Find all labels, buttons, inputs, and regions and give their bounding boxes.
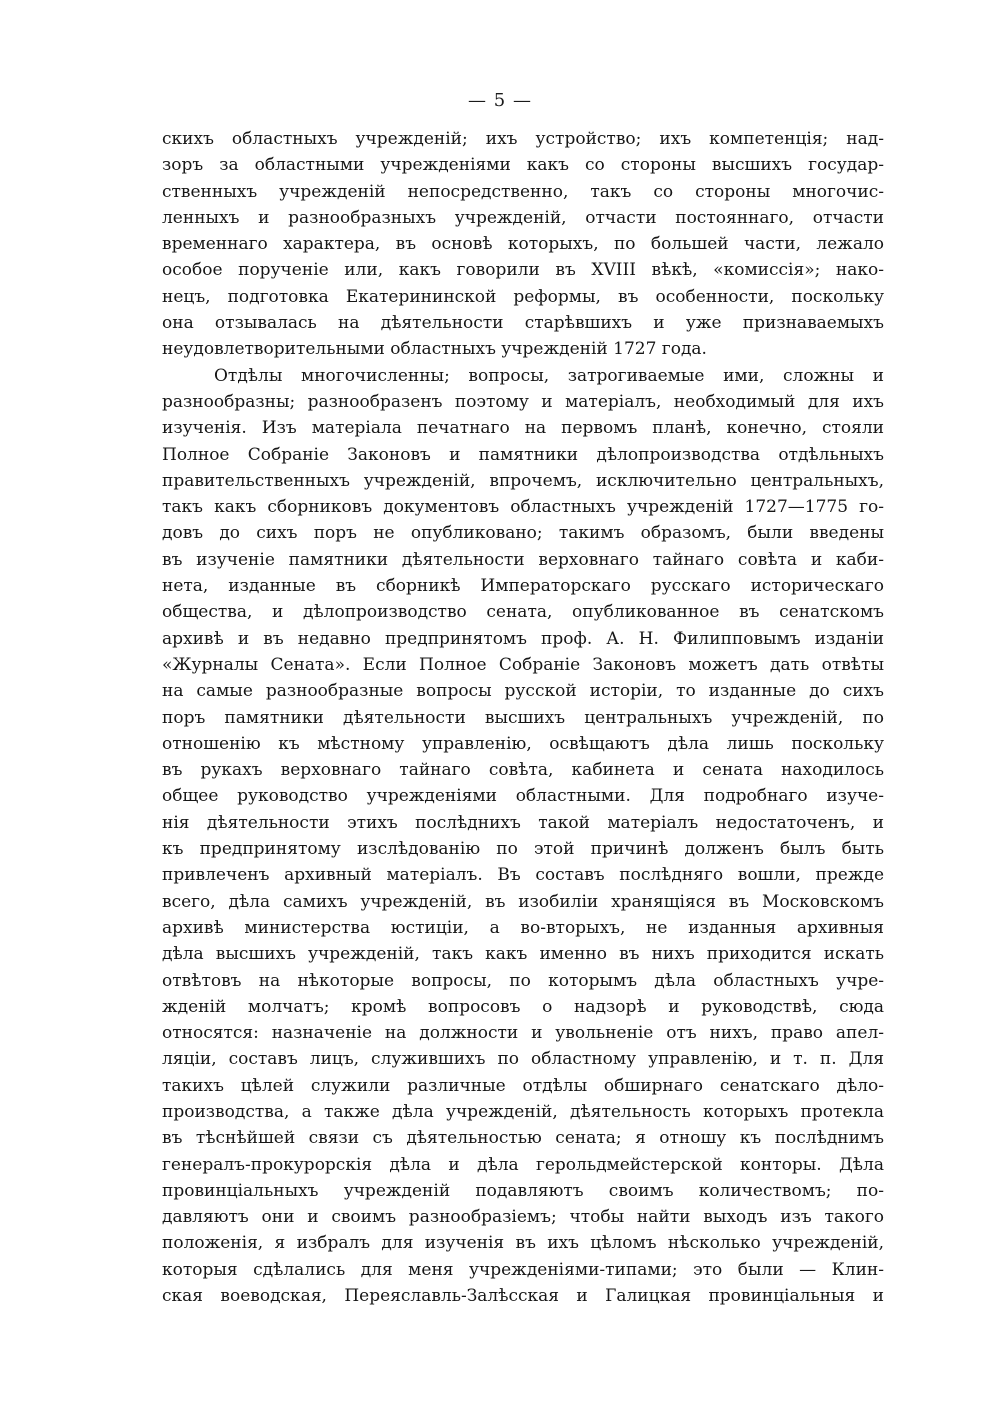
text-line: на самые разнообразные вопросы русской исторіи, то изданные до сихъ xyxy=(162,681,884,702)
text-line: архивѣ министерства юстиціи, а во-вторыхъ, не изданныя архивныя xyxy=(162,917,884,938)
text-line: правительственныхъ учрежденій, впрочемъ, исключительно центральныхъ, xyxy=(162,470,884,491)
text-line: она отзывалась на дѣятельности старѣвшихъ и уже признаваемыхъ xyxy=(162,313,884,334)
text-line: такихъ цѣлей служили различные отдѣлы обширнаго сенатскаго дѣло- xyxy=(162,1075,884,1096)
text-line: ленныхъ и разнообразныхъ учрежденій, отчасти постояннаго, отчасти xyxy=(162,207,884,228)
text-line: разнообразны; разнообразенъ поэтому и матеріалъ, необходимый для ихъ xyxy=(162,391,884,412)
text-line: генералъ-прокурорскія дѣла и дѣла герольдмейстерской конторы. Дѣла xyxy=(162,1154,884,1175)
text-line: которыя сдѣлались для меня учрежденіями-типами; это были — Клин- xyxy=(162,1259,884,1280)
text-line: довъ до сихъ поръ не опубликовано; такимъ образомъ, были введены xyxy=(162,523,884,544)
text-line: положенія, я избралъ для изученія въ ихъ цѣломъ нѣсколько учрежденій, xyxy=(162,1233,884,1254)
text-line: ляціи, составъ лицъ, служившихъ по областному управленію, и т. п. Для xyxy=(162,1049,884,1070)
text-line: временнаго характера, въ основѣ которыхъ, по большей части, лежало xyxy=(162,234,884,255)
text-line: къ предпринятому изслѣдованію по этой причинѣ долженъ былъ быть xyxy=(162,839,884,860)
text-line: Отдѣлы многочисленны; вопросы, затрогиваемые ими, сложны и xyxy=(214,365,884,386)
text-line: въ тѣснѣйшей связи съ дѣятельностью сената; я отношу къ послѣднимъ xyxy=(162,1128,884,1149)
text-line: всего, дѣла самихъ учрежденій, въ изобиліи хранящіяся въ Московскомъ xyxy=(162,891,884,912)
text-line: Полное Собраніе Законовъ и памятники дѣлопроизводства отдѣльныхъ xyxy=(162,444,884,465)
text-line: относятся: назначеніе на должности и увольненіе отъ нихъ, право апел- xyxy=(162,1023,884,1044)
text-line: «Журналы Сената». Если Полное Собраніе Законовъ можетъ дать отвѣты xyxy=(162,654,884,675)
text-line: нецъ, подготовка Екатерининской реформы, въ особенности, поскольку xyxy=(162,286,884,307)
text-line: скихъ областныхъ учрежденій; ихъ устройство; ихъ компетенція; над- xyxy=(162,129,884,149)
text-line: зоръ за областными учрежденіями какъ со стороны высшихъ государ- xyxy=(162,155,884,176)
text-line: въ рукахъ верховнаго тайнаго совѣта, кабинета и сената находилось xyxy=(162,760,884,781)
text-line: провинціальныхъ учрежденій подавляютъ своимъ количествомъ; по- xyxy=(162,1180,884,1201)
text-line: общества, и дѣлопроизводство сената, опубликованное въ сенатскомъ xyxy=(162,602,884,623)
page-number: — 5 — xyxy=(468,90,532,111)
text-line: архивѣ и въ недавно предпринятомъ проф. А. Н. Филипповымъ изданіи xyxy=(162,628,884,649)
text-line: такъ какъ сборниковъ документовъ областныхъ учрежденій 1727—1775 го- xyxy=(162,497,884,518)
text-line: ственныхъ учрежденій непосредственно, такъ со стороны многочис- xyxy=(162,181,884,202)
text-line: производства, а также дѣла учрежденій, дѣятельность которыхъ протекла xyxy=(162,1101,884,1122)
text-line: отношенію къ мѣстному управленію, освѣщаютъ дѣла лишь поскольку xyxy=(162,733,884,754)
text-line: жденій молчатъ; кромѣ вопросовъ о надзорѣ и руководствѣ, сюда xyxy=(162,996,884,1017)
text-line: изученія. Изъ матеріала печатнаго на первомъ планѣ, конечно, стояли xyxy=(162,418,884,439)
text-line: поръ памятники дѣятельности высшихъ центральныхъ учрежденій, по xyxy=(162,707,884,728)
text-line: нія дѣятельности этихъ послѣднихъ такой матеріалъ недостаточенъ, и xyxy=(162,812,884,833)
text-line: привлеченъ архивный матеріалъ. Въ составъ послѣдняго вошли, прежде xyxy=(162,865,884,886)
text-line: дѣла высшихъ учрежденій, такъ какъ именно въ нихъ приходится искать xyxy=(162,944,884,965)
body-text xyxy=(162,126,884,1309)
text-line: нета, изданные въ сборникѣ Императорскаго русскаго историческаго xyxy=(162,576,884,597)
text-line: неудовлетворительными областныхъ учрежденій 1727 года. xyxy=(162,339,707,360)
text-line: особое порученіе или, какъ говорили въ XVIII вѣкѣ, «комиссія»; нако- xyxy=(162,260,884,281)
text-line: давляютъ они и своимъ разнообразіемъ; чтобы найти выходъ изъ такого xyxy=(162,1207,884,1228)
text-line: общее руководство учрежденіями областными. Для подробнаго изуче- xyxy=(162,786,884,807)
text-line: отвѣтовъ на нѣкоторые вопросы, по которымъ дѣла областныхъ учре- xyxy=(162,970,884,991)
text-line: въ изученіе памятники дѣятельности верховнаго тайнаго совѣта и каби- xyxy=(162,549,884,570)
text-line: ская воеводская, Переяславль-Залѣсская и Галицкая провинціальныя и xyxy=(162,1286,884,1307)
